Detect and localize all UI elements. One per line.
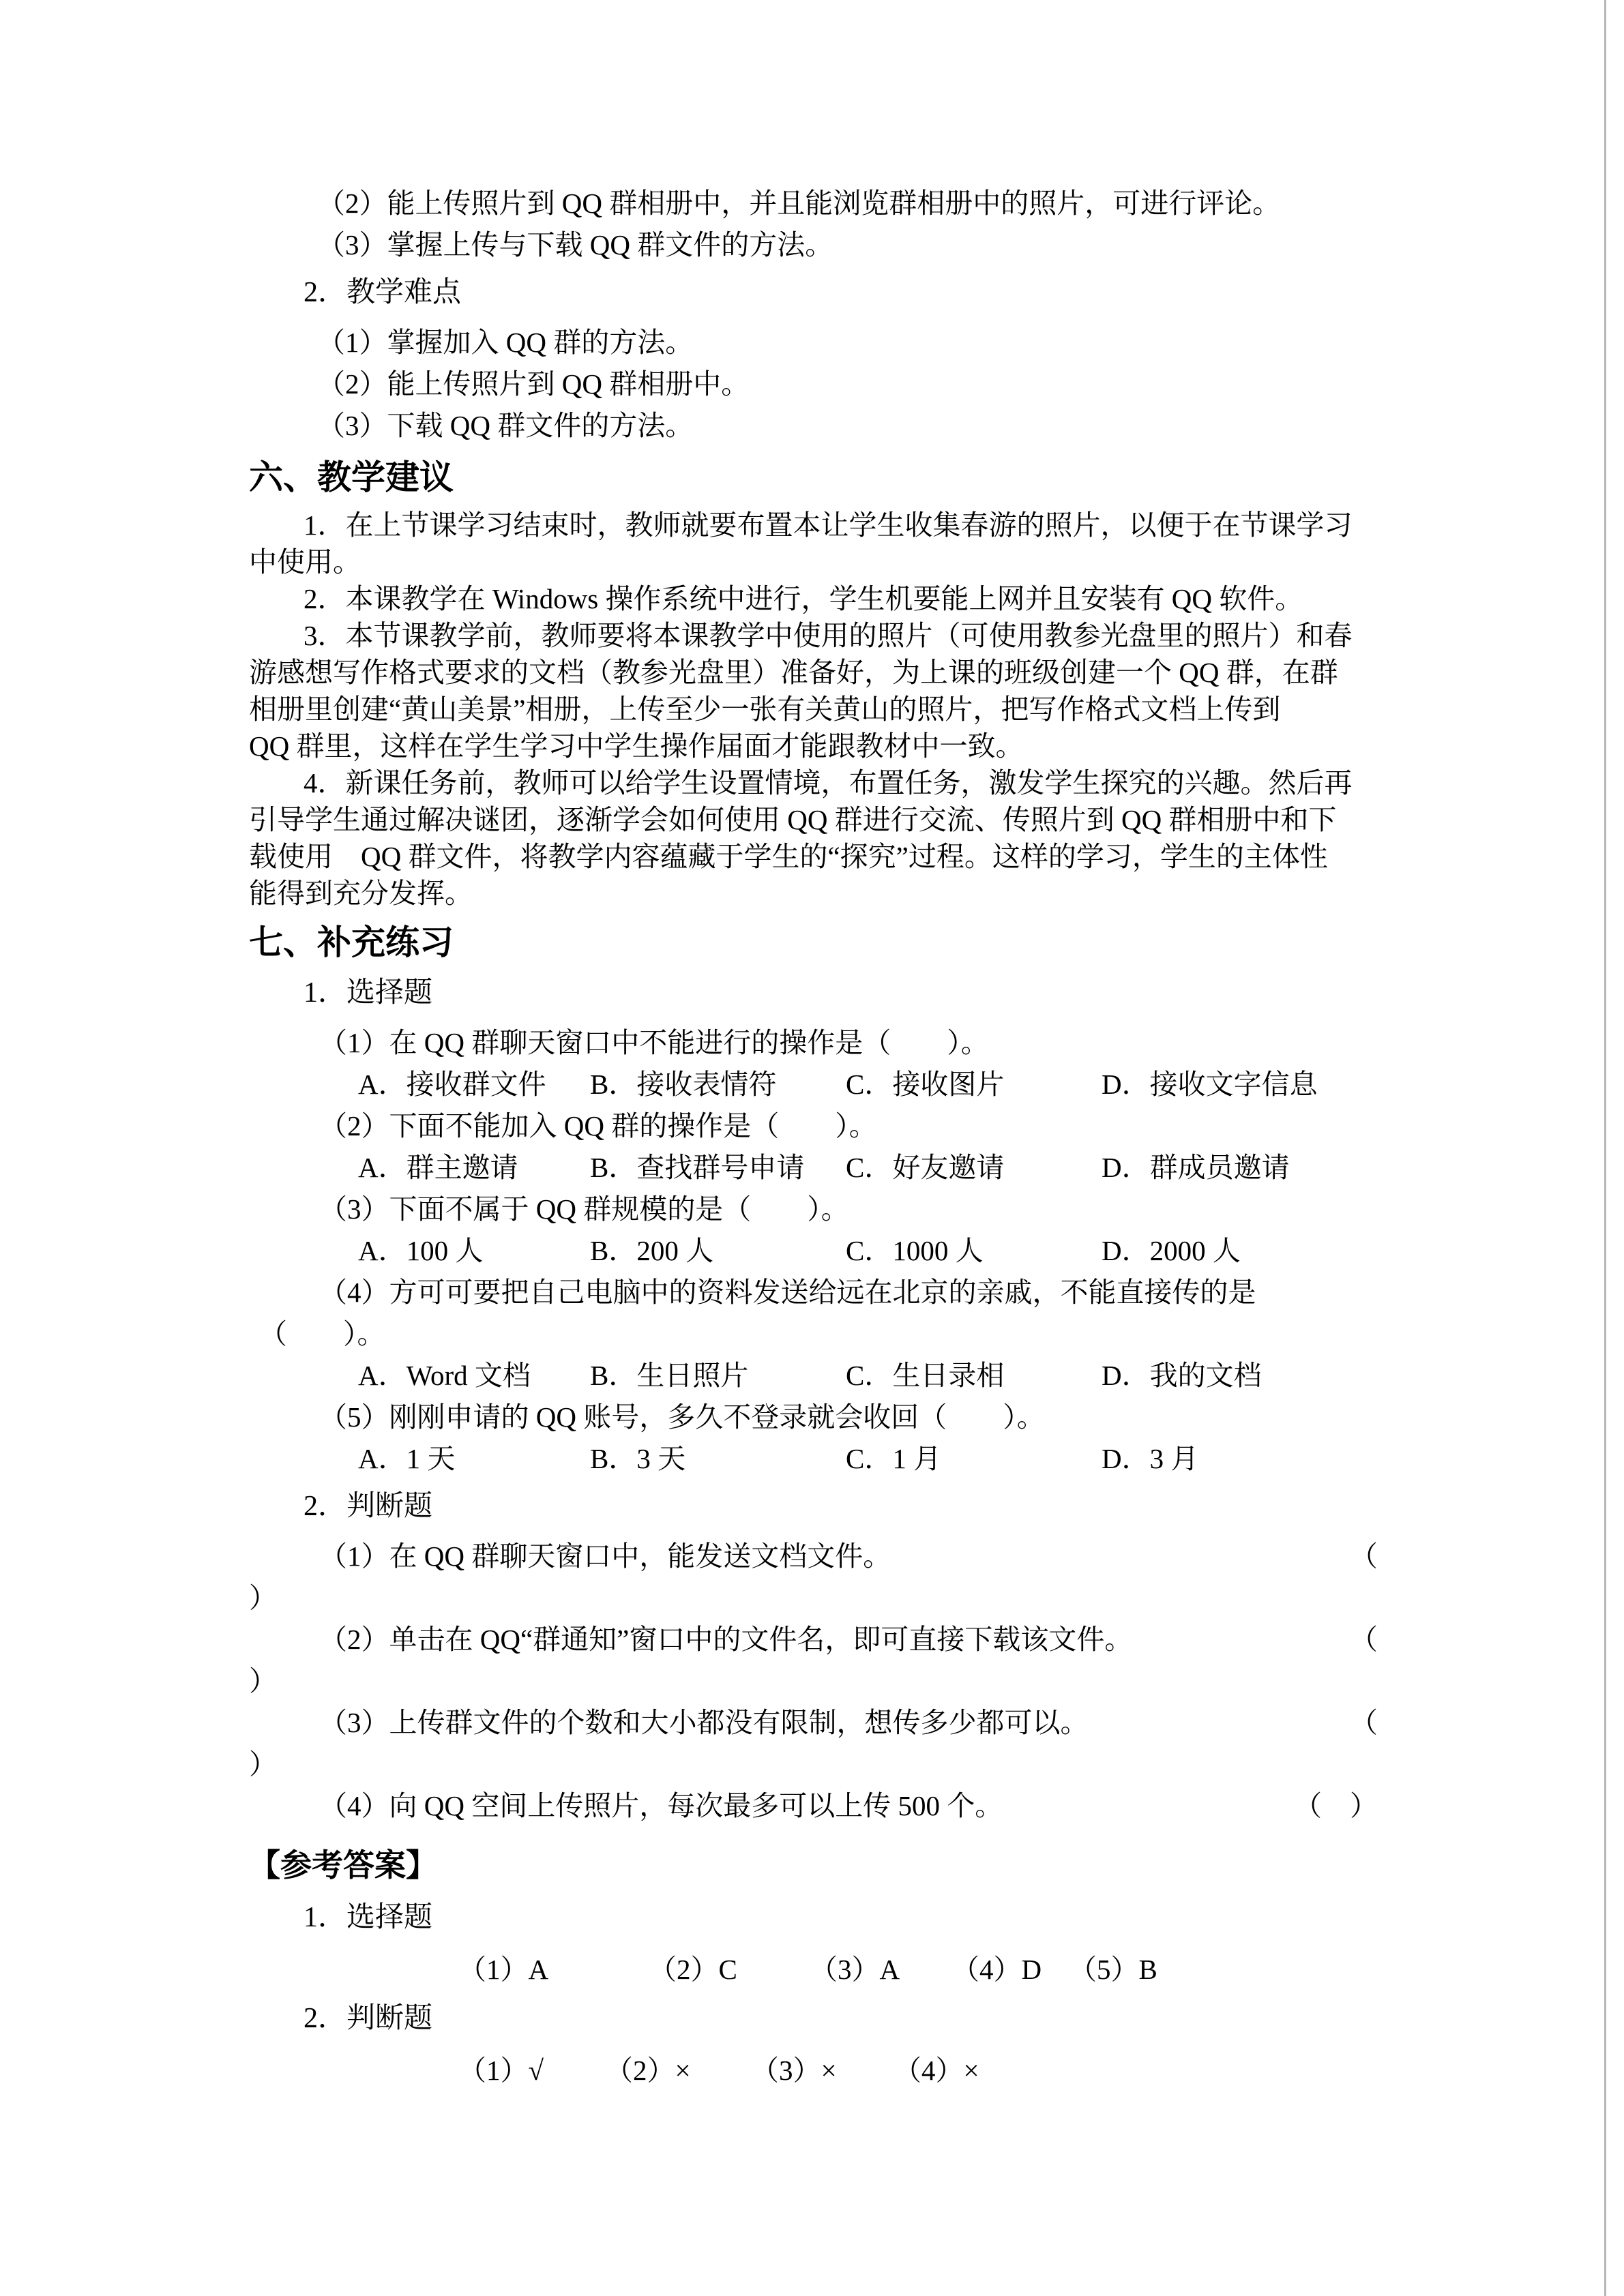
subsection-heading — [249, 1997, 1378, 2040]
line-text: （3）下载 QQ 群文件的方法。 — [317, 410, 694, 441]
text-line — [249, 1105, 1378, 1147]
line-text: 七、补充练习 — [249, 923, 454, 961]
paragraph-line — [249, 764, 1378, 801]
paragraph-line — [249, 691, 1378, 728]
choice-option: C．接收图片 — [846, 1069, 1005, 1100]
choice-option: A．Word 文档 — [358, 1360, 531, 1391]
choice-option: D．群成员邀请 — [1102, 1152, 1290, 1183]
line-text: （2）能上传照片到 QQ 群相册中，并且能浏览群相册中的照片，可进行评论。 — [317, 188, 1281, 219]
choice-options-row — [249, 1064, 1378, 1105]
subsection-heading — [249, 972, 1378, 1014]
text-line — [249, 1619, 1378, 1660]
choice-option: D．接收文字信息 — [1102, 1069, 1318, 1100]
choice-option: A．1 天 — [358, 1443, 456, 1474]
line-text: （3）下面不属于 QQ 群规模的是（ ）。 — [319, 1193, 849, 1225]
choice-options-row — [249, 1230, 1378, 1272]
choice-options-row — [249, 1147, 1378, 1189]
text-line — [249, 1744, 1378, 1785]
answer-item: （1）A — [458, 1954, 549, 1985]
text-line — [249, 405, 1378, 447]
choice-option: C．生日录相 — [846, 1360, 1005, 1391]
line-text: 能得到充分发挥。 — [249, 878, 473, 909]
text-line — [249, 183, 1378, 224]
line-text: 引导学生通过解决谜团，逐渐学会如何使用 QQ 群进行交流、传照片到 QQ 群相册中和下 — [249, 804, 1337, 835]
text-line — [249, 322, 1378, 363]
line-text: 【参考答案】 — [249, 1847, 437, 1883]
line-text: （1）在 QQ 群聊天窗口中不能进行的操作是（ ）。 — [319, 1027, 989, 1058]
paragraph-line — [249, 580, 1378, 617]
answer-blank-bracket: （ ） — [1294, 1790, 1378, 1821]
line-text: （1）在 QQ 群聊天窗口中，能发送文档文件。 — [319, 1540, 891, 1572]
line-text: （5）刚刚申请的 QQ 账号，多久不登录就会收回（ ）。 — [319, 1401, 1045, 1433]
paragraph-line — [249, 507, 1378, 543]
line-text: 2．判断题 — [304, 1491, 433, 1522]
text-line — [249, 1397, 1378, 1438]
answer-item: （4）× — [894, 2055, 979, 2086]
line-text: 1．选择题 — [304, 977, 433, 1009]
line-text: （3）上传群文件的个数和大小都没有限制，想传多少都可以。 — [319, 1707, 1089, 1738]
line-text: 载使用 QQ 群文件，将教学内容蕴藏于学生的“探究”过程。这样的学习，学生的主体性 — [249, 841, 1328, 872]
line-text: 2．教学难点 — [304, 277, 462, 308]
text-line — [249, 1313, 1378, 1355]
choice-option: B．查找群号申请 — [590, 1152, 805, 1183]
answer-item: （3）× — [751, 2055, 837, 2086]
text-line — [249, 1660, 1378, 1702]
line-text: 1．选择题 — [304, 1902, 433, 1933]
section-heading — [249, 453, 1378, 501]
choice-option: B．200 人 — [590, 1235, 714, 1266]
answer-item: （1）√ — [458, 2055, 544, 2086]
line-text: （2）单击在 QQ“群通知”窗口中的文件名，即可直接下载该文件。 — [319, 1624, 1133, 1655]
subsection-heading — [249, 271, 1378, 314]
line-text: 2．本课教学在 Windows 操作系统中进行，学生机要能上网并且安装有 QQ 软件。 — [304, 583, 1303, 614]
line-text: 中使用。 — [249, 546, 361, 578]
line-text: 4．新课任务前，教师可以给学生设置情境，布置任务，激发学生探究的兴趣。然后再 — [304, 767, 1353, 799]
line-text: ） — [249, 1748, 277, 1780]
choice-option: B．接收表情符 — [590, 1069, 777, 1100]
answer-blank-bracket: （ — [1350, 1624, 1378, 1655]
line-text: 3．本节课教学前，教师要将本课教学中使用的照片（可使用教参光盘里的照片）和春 — [304, 620, 1353, 651]
line-text: （1）掌握加入 QQ 群的方法。 — [317, 327, 694, 358]
text-line — [249, 1022, 1378, 1064]
answer-item: （4）D — [951, 1954, 1042, 1985]
paragraph-line — [249, 801, 1378, 838]
answer-item: （2）× — [605, 2055, 691, 2086]
line-text: 游感想写作格式要求的文档（教参光盘里）准备好，为上课的班级创建一个 QQ 群，在群 — [249, 657, 1338, 688]
line-text: 1．在上节课学习结束时，教师就要布置本让学生收集春游的照片，以便于在节课学习 — [304, 509, 1353, 541]
page-edge-line — [1604, 0, 1606, 2296]
line-text: （4）方可可要把自己电脑中的资料发送给远在北京的亲戚，不能直接传的是 — [319, 1277, 1256, 1308]
answer-row — [249, 2048, 1378, 2093]
text-line — [249, 1577, 1378, 1619]
text-line — [249, 224, 1378, 266]
line-text: （4）向 QQ 空间上传照片，每次最多可以上传 500 个。 — [319, 1790, 1003, 1821]
text-line — [249, 1272, 1378, 1313]
line-text: （3）掌握上传与下载 QQ 群文件的方法。 — [317, 229, 833, 260]
answer-item: （2）C — [649, 1954, 737, 1985]
choice-option: D．3 月 — [1102, 1443, 1199, 1474]
choice-option: B．生日照片 — [590, 1360, 749, 1391]
paragraph-line — [249, 654, 1378, 691]
answer-row — [249, 1947, 1378, 1992]
answer-blank-bracket: （ — [1350, 1540, 1378, 1572]
choice-option: A．群主邀请 — [358, 1152, 518, 1183]
choice-option: C．1000 人 — [846, 1235, 984, 1266]
section-heading — [249, 919, 1378, 966]
line-text: QQ 群里，这样在学生学习中学生操作届面才能跟教材中一致。 — [249, 730, 1024, 762]
paragraph-line — [249, 838, 1378, 875]
paragraph-line — [249, 875, 1378, 912]
choice-option: C．1 月 — [846, 1443, 942, 1474]
text-line — [249, 1536, 1378, 1577]
reference-answers-heading — [249, 1840, 1378, 1890]
choice-options-row — [249, 1438, 1378, 1480]
subsection-heading — [249, 1896, 1378, 1939]
choice-option: C．好友邀请 — [846, 1152, 1005, 1183]
line-text: （2）下面不能加入 QQ 群的操作是（ ）。 — [319, 1110, 877, 1142]
choice-option: A．100 人 — [358, 1235, 484, 1266]
line-text: ） — [249, 1665, 277, 1697]
line-text: 六、教学建议 — [249, 458, 454, 496]
choice-options-row — [249, 1355, 1378, 1397]
paragraph-line — [249, 617, 1378, 654]
line-text: ） — [249, 1582, 277, 1613]
line-text: （ ）。 — [259, 1318, 385, 1350]
choice-option: A．接收群文件 — [358, 1069, 546, 1100]
line-text: 相册里创建“黄山美景”相册，上传至少一张有关黄山的照片，把写作格式文档上传到 — [249, 694, 1281, 725]
subsection-heading — [249, 1485, 1378, 1527]
paragraph-line — [249, 728, 1378, 764]
answer-blank-bracket: （ — [1350, 1707, 1378, 1738]
choice-option: D．我的文档 — [1102, 1360, 1262, 1391]
text-line — [249, 363, 1378, 405]
document-content — [249, 183, 1378, 2093]
line-text: （2）能上传照片到 QQ 群相册中。 — [317, 368, 750, 400]
choice-option: B．3 天 — [590, 1443, 686, 1474]
choice-option: D．2000 人 — [1102, 1235, 1241, 1266]
answer-item: （5）B — [1069, 1954, 1157, 1985]
text-line — [249, 1785, 1378, 1827]
line-text: 2．判断题 — [304, 2003, 433, 2034]
answer-item: （3）A — [810, 1954, 900, 1985]
text-line — [249, 1189, 1378, 1230]
text-line — [249, 1702, 1378, 1744]
paragraph-line — [249, 543, 1378, 580]
